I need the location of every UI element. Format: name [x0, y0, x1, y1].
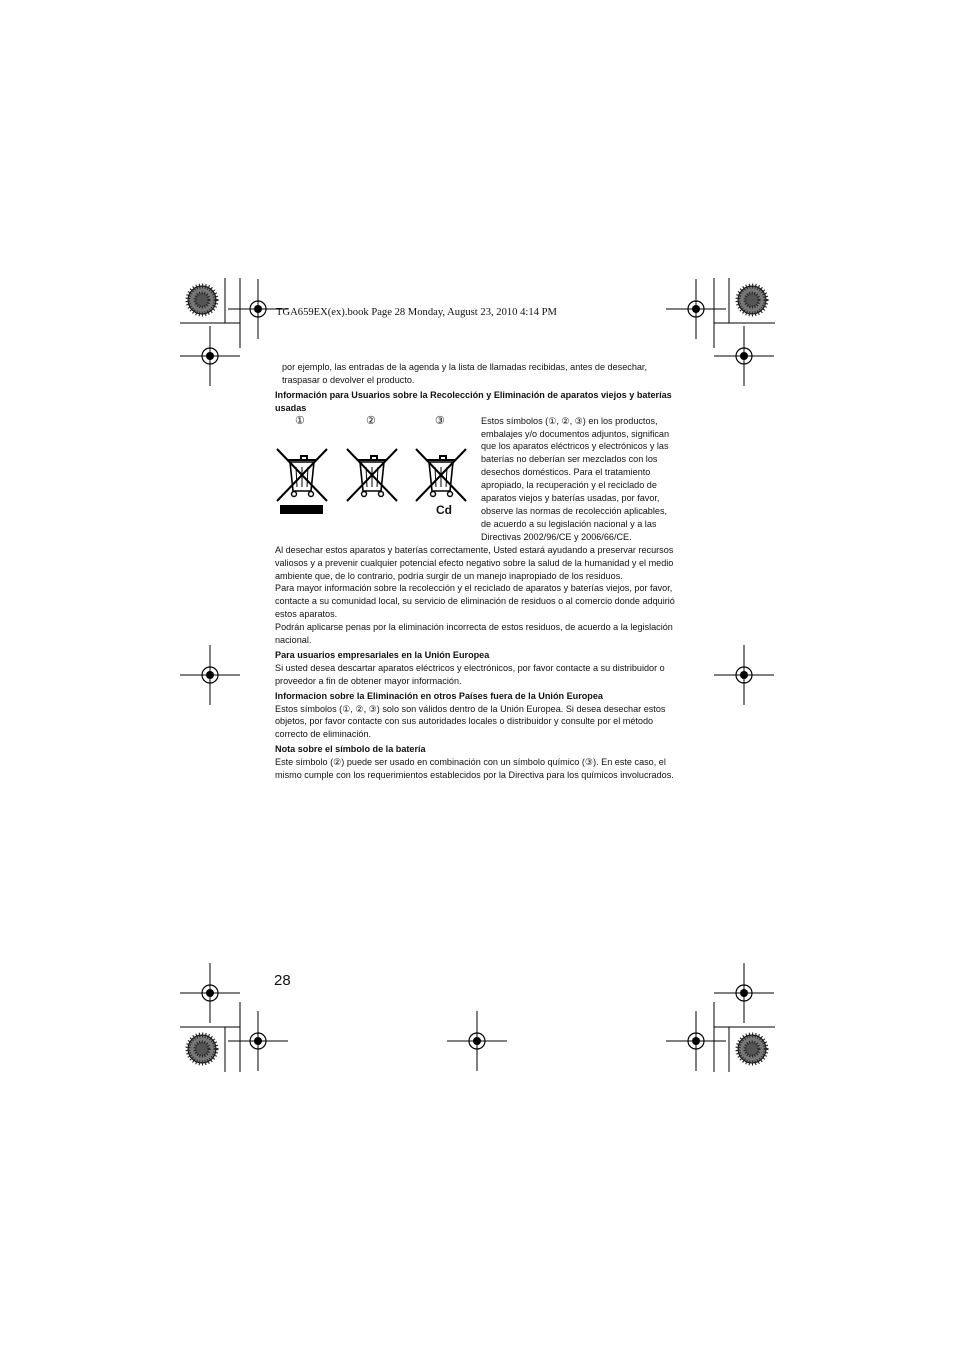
crossed-bin-icon — [416, 449, 466, 501]
battery-note-heading: Nota sobre el símbolo de la batería — [275, 744, 426, 755]
registration-mark-icon — [714, 645, 774, 705]
registration-mark-icon — [180, 963, 240, 1023]
registration-mark-icon — [180, 645, 240, 705]
registration-mark-icon — [714, 963, 774, 1023]
symbol-label-1: ① — [295, 414, 305, 427]
symbol-label-2: ② — [366, 414, 376, 427]
registration-mark-icon — [666, 1011, 726, 1071]
battery-note-text: Este símbolo (②) puede ser usado en combinación con un símbolo químico (③). En este caso, el mismo cumple con los requerimientos establecidos por la Directiva para los químicos involucrados. — [275, 757, 674, 781]
registration-mark-icon — [714, 326, 774, 386]
recycling-paragraph-2: Al desechar estos aparatos y baterías correctamente, Usted estará ayudando a preservar recursos valiosos y a prevenir cualquier potencial efecto negativo sobre la salud de la humanidad y el medio ambiente que, de lo contrario, podría surgir de un manejo inapropiado de los residuos. — [275, 544, 674, 581]
intro-text: por ejemplo, las entradas de la agenda y la lista de llamadas recibidas, antes de desechar, traspasar o devolver el producto. — [282, 362, 647, 385]
chemical-symbol: Cd — [436, 502, 452, 517]
color-target-icon — [188, 1035, 216, 1063]
crossed-bin-icon — [347, 449, 397, 501]
outside-eu-heading: Informacion sobre la Eliminación en otros Países fuera de la Unión Europea — [275, 690, 603, 701]
outside-eu-text: Estos símbolos (①, ②, ③) solo son válidos dentro de la Unión Europea. Si desea desechar estos objetos, por favor contacte con sus autoridades locales o distribuidor y consulte por el método correcto de eliminación. — [275, 703, 666, 740]
business-heading: Para usuarios empresariales en la Unión Europea — [275, 649, 490, 660]
recycling-paragraph-3: Para mayor información sobre la recolección y el reciclado de aparatos y baterías viejos, por favor, contacte a su comunidad local, su servicio de eliminación de residuos o al comercio donde adquirió estos aparatos. — [275, 583, 675, 620]
color-target-icon — [738, 1035, 766, 1063]
color-target-icon — [738, 286, 766, 314]
recycling-paragraph-1: Estos símbolos (①, ②, ③) en los productos, embalajes y/o documentos adjuntos, significan que los aparatos eléctricos y electrónicos y las baterías no deberían ser mezclados con los desechos domésticos. Para el tratamiento apropiado, la recuperación y el reciclado de aparatos viejos y baterías usadas, por favor, observe las normas de recolección aplicables, de acuerdo a su legislación nacional y a las Directivas 2002/96/CE y 2006/66/CE. — [481, 415, 670, 542]
weee-symbols-figure — [275, 415, 481, 533]
page-number: 28 — [274, 972, 291, 989]
crossed-bin-icon — [277, 449, 327, 501]
slug-line: TGA659EX(ex).book Page 28 Monday, August 23, 2010 4:14 PM — [276, 307, 557, 318]
registration-mark-icon — [180, 326, 240, 386]
business-text: Si usted desea descartar aparatos eléctricos y electrónicos, por favor contacte a su distribuidor o proveedor a fin de obtener mayor información. — [275, 662, 665, 686]
symbol-label-3: ③ — [435, 414, 445, 427]
registration-mark-icon — [666, 279, 726, 339]
registration-mark-icon — [228, 1011, 288, 1071]
registration-mark-icon — [447, 1011, 507, 1071]
black-bar-icon — [280, 505, 323, 514]
recycling-paragraph-4: Podrán aplicarse penas por la eliminación incorrecta de estos residuos, de acuerdo a la legislación nacional. — [275, 622, 673, 646]
recycling-heading: Información para Usuarios sobre la Recolección y Eliminación de aparatos viejos y baterías usadas — [275, 389, 672, 413]
color-target-icon — [188, 286, 216, 314]
page-content — [275, 361, 679, 782]
